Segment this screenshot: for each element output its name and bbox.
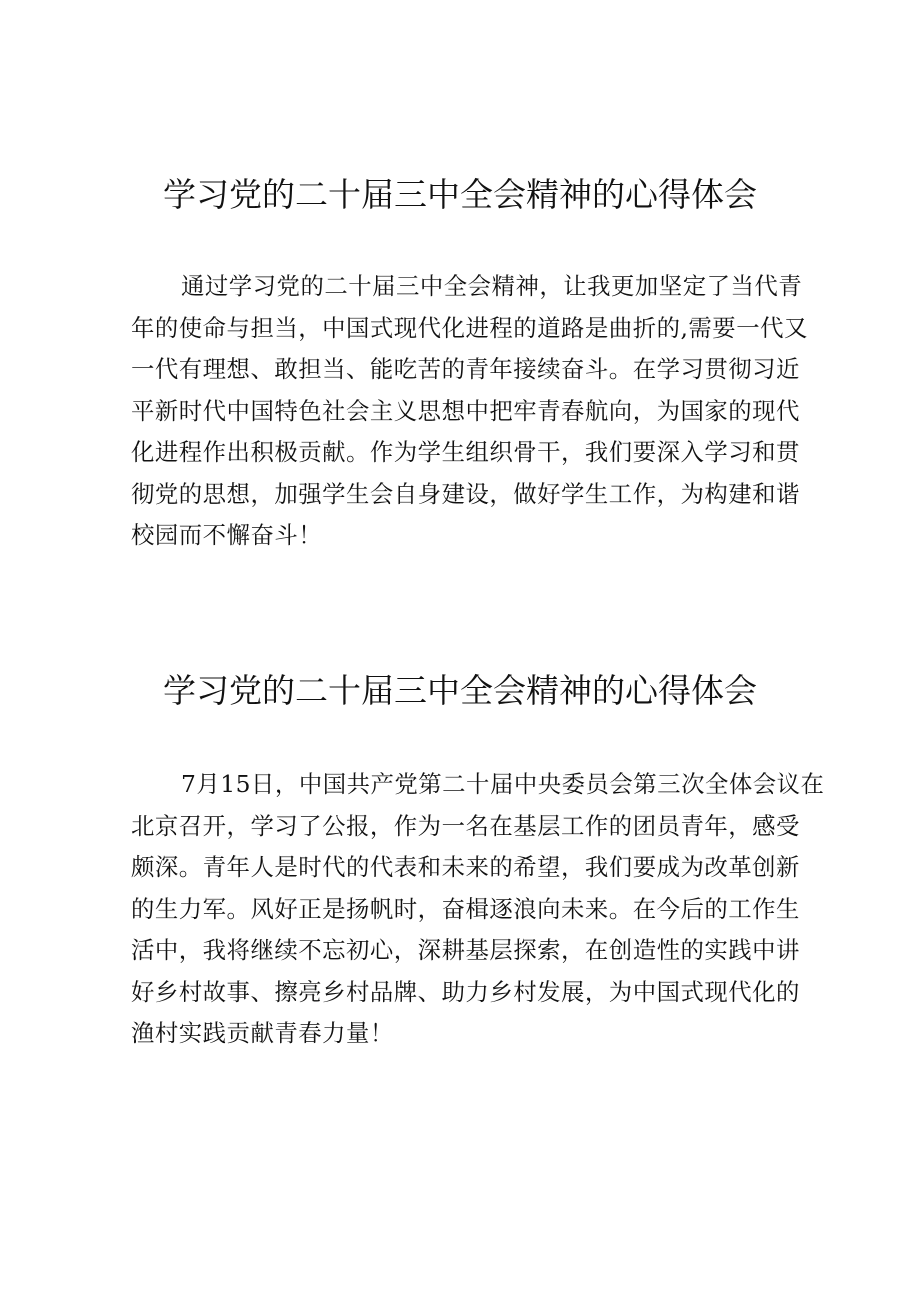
paragraph-line: 彻党的思想，加强学生会自身建设，做好学生工作，为构建和谐 [131,479,800,508]
paragraph-line: 好乡村故事、擦亮乡村品牌、助力乡村发展，为中国式现代化的 [131,977,800,1006]
paragraph-line: 活中，我将继续不忘初心，深耕基层探索，在创造性的实践中讲 [131,936,800,964]
paragraph-line: 平新时代中国特色社会主义思想中把牢青春航向，为国家的现代 [131,396,800,425]
section-title: 学习党的二十届三中全会精神的心得体会 [163,175,757,214]
paragraph-line: 北京召开，学习了公报，作为一名在基层工作的团员青年，感受 [131,811,800,840]
body-paragraph [131,266,808,557]
paragraph-line: 渔村实践贡献青春力量！ [131,1019,394,1047]
paragraph-line: 的生力军。风好正是扬帆时，奋楫逐浪向未来。在今后的工作生 [131,894,800,923]
paragraph-line: 通过学习党的二十届三中全会精神，让我更加坚定了当代青 [181,272,803,300]
paragraph-line: 一代有理想、敢担当、能吃苦的青年接续奋斗。在学习贯彻习近 [131,355,800,383]
paragraph-line: 校园而不懈奋斗！ [131,521,323,549]
paragraph-line: 年的使命与担当，中国式现代化进程的道路是曲折的,需要一代又 [131,313,808,342]
section-title: 学习党的二十届三中全会精神的心得体会 [163,671,757,710]
paragraph-line: 颇深。青年人是时代的代表和未来的希望，我们要成为改革创新 [131,853,800,881]
paragraph-line: 7月15日，中国共产党第二十届中央委员会第三次全体会议在 [181,770,825,798]
paragraph-line: 化进程作出积极贡献。作为学生组织骨干，我们要深入学习和贯 [131,438,800,466]
body-paragraph [131,764,825,1055]
